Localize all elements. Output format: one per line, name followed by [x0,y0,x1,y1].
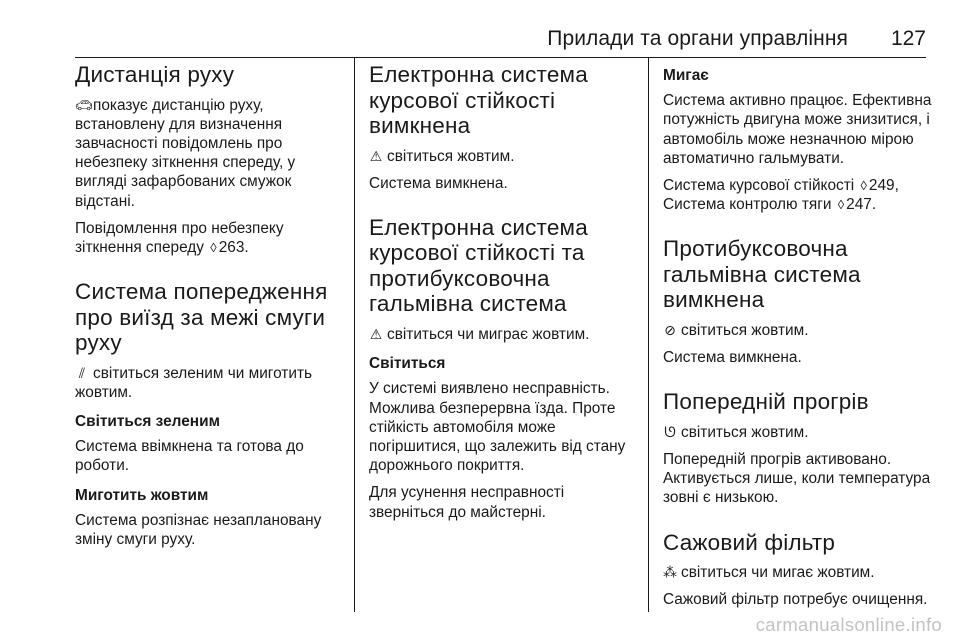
paragraph-xref [75,219,343,257]
xref-arrow-icon: ◊ [837,197,845,213]
paragraph [663,563,933,582]
paragraph [369,147,633,166]
xref-page[interactable]: 249, [868,177,899,195]
paragraph-text: світиться зеленим чи миготить жовтим. [75,364,313,401]
column-divider-2 [648,58,649,612]
xref-arrow-icon: ◊ [860,178,867,194]
paragraph: Система активно працює. Ефективна потужність двигуна може знизитися, і автомобіль може незначною мірою автоматично гальмувати. [663,92,932,167]
paragraph: Для усунення несправності зверніться до майстерні. [369,484,565,521]
esc-off-icon: ⚠ [369,147,383,164]
column-divider-1 [354,58,355,612]
paragraph [369,325,633,344]
section-heading-esc-off: Електронна система курсової стійкості вимкнена [369,62,588,138]
lane-departure-icon: ⫽ [78,364,86,381]
tc-off-icon: ⊘ [664,321,676,338]
paragraph-text: світиться чи миграє жовтим. [387,325,590,343]
subheading: Світиться зеленим [75,413,220,431]
running-header [0,0,960,58]
paragraph-text: світиться чи мигає жовтим. [681,564,875,582]
column-1 [75,62,343,557]
esc-icon: ⚠ [369,325,383,342]
column-2 [369,62,633,530]
paragraph: Попередній прогрів активовано. Активується лише, коли температура зовні є низькою. [663,451,931,507]
paragraph-text: показує дистанцію руху, встановлену для визначення завчасності повідомлень про небезпеку зіткнення спереду, у вигляді зафарбованих смужок відстані. [75,96,296,210]
section-heading-particle-filter: Сажовий фільтр [663,529,836,555]
xref-page[interactable]: 263. [218,238,249,256]
paragraph: Система вимкнена. [663,349,802,367]
paragraph: Сажовий фільтр потребує очищення. [663,591,928,609]
paragraph: Система ввімкнена та готова до роботи. [75,438,304,475]
section-heading-distance: Дистанція руху [75,62,235,87]
section-heading-esc-tc: Електронна система курсової стійкості та протибуксовочна гальмівна система [369,214,588,317]
section-heading-tc-off: Протибуксовочна гальмівна система вимкнена [663,236,861,313]
paragraph: Система вимкнена. [369,174,508,192]
column-3 [663,62,933,618]
xref-text: Система курсової стійкості [663,177,855,195]
xref-page[interactable]: 247. [846,196,877,214]
particle-filter-icon: ⁂ [663,564,677,581]
paragraph [663,321,933,340]
section-heading-lane-departure: Система попередження про виїзд за межі смуги руху [75,279,328,356]
page-number: 127 [890,27,926,50]
paragraph [75,364,343,402]
paragraph: У системі виявлено несправність. Можлива безперервна їзда. Проте стійкість автомобіля може погіршитися, що залежить від стану дорожнього покриття. [369,380,626,475]
paragraph: Система розпізнає незаплановану зміну смуги руху. [75,511,322,549]
subheading: Миготить жовтим [75,486,209,504]
xref-text: Система контролю тяги [663,196,832,214]
car-distance-icon: 🚗︎ [75,96,93,113]
subheading: Світиться [369,355,446,373]
xref-arrow-icon: ◊ [210,239,217,255]
subheading: Мигає [663,67,709,84]
running-title: Прилади та органи управління [547,27,848,50]
xref-text: Повідомлення про небезпеку зіткнення спереду [75,219,284,256]
watermark: carmanualsonline.info [755,614,942,635]
paragraph-text: світиться жовтим. [681,321,809,339]
section-heading-preheat: Попередній прогрів [663,389,869,415]
paragraph [75,96,343,211]
glow-plug-icon: ᘎ [664,423,676,440]
paragraph [663,423,933,442]
paragraph-text: світиться жовтим. [387,147,515,165]
header-rule [75,57,926,58]
paragraph-xrefs [663,176,933,214]
paragraph-text: світиться жовтим. [681,423,809,441]
